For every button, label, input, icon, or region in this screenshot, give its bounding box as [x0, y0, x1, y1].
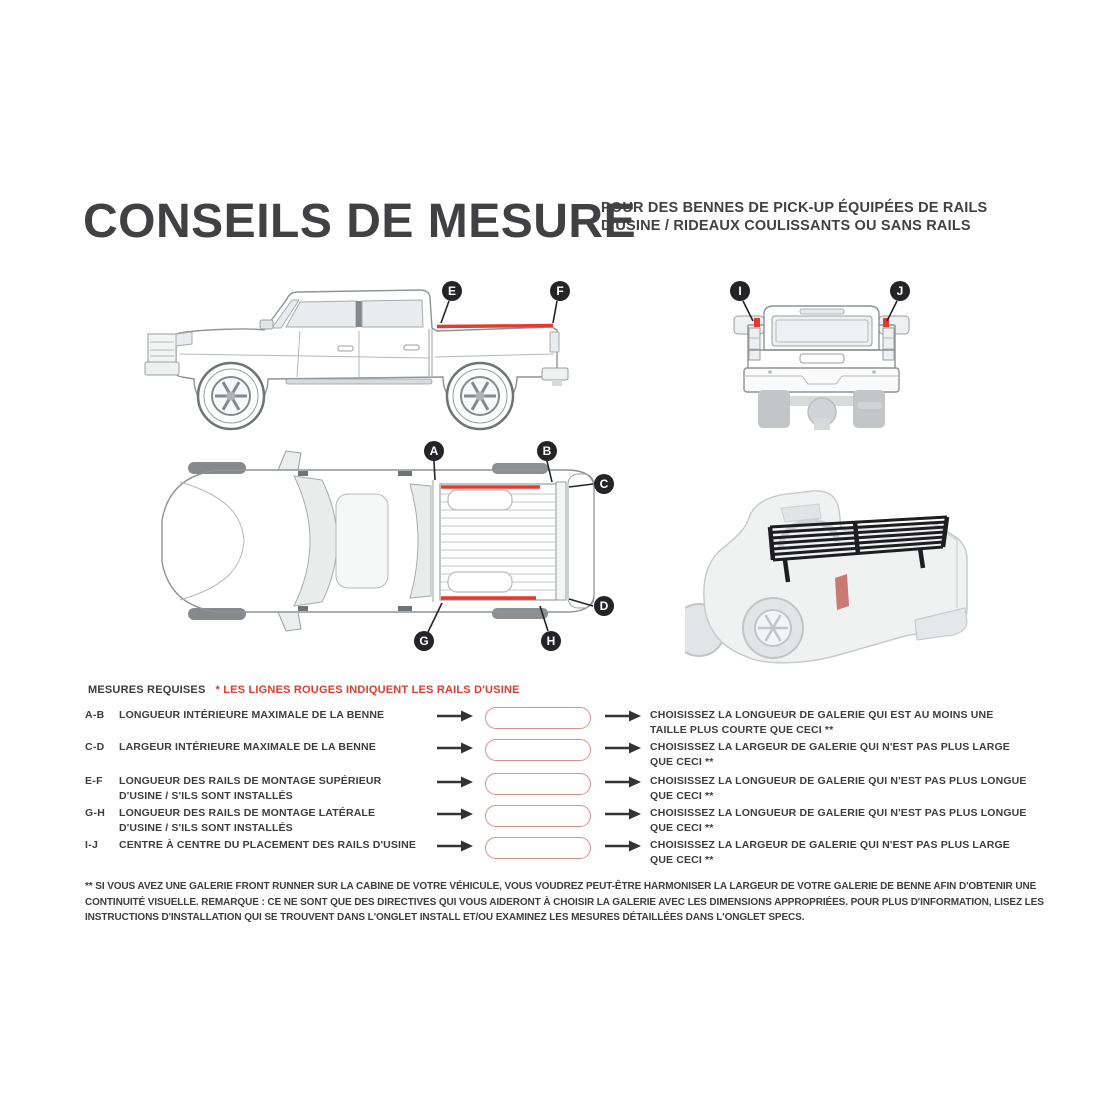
front-wheel — [198, 363, 264, 429]
arrow-right-icon — [605, 840, 641, 852]
description-line-1: LONGUEUR INTÉRIEURE MAXIMALE DE LA BENNE — [119, 709, 385, 721]
svg-text:I: I — [738, 284, 742, 299]
rack-choice-instruction — [650, 838, 1010, 868]
svg-text:F: F — [556, 284, 564, 299]
measure-description — [119, 838, 437, 853]
measure-id: E-F — [85, 775, 103, 787]
svg-text:G: G — [419, 634, 429, 649]
arrow-right-icon — [437, 808, 473, 820]
marker-a — [424, 441, 444, 461]
marker-j — [890, 281, 910, 301]
description-line-2: D'USINE / S'ILS SONT INSTALLÉS — [119, 822, 293, 834]
rack-choice-instruction — [650, 708, 993, 738]
marker-f — [550, 281, 570, 301]
subtitle-line-1: POUR DES BENNES DE PICK-UP ÉQUIPÉES DE RAILS — [601, 200, 988, 216]
arrow-right-icon — [437, 840, 473, 852]
measure-description — [119, 708, 437, 723]
svg-text:H: H — [546, 634, 556, 649]
measure-id: C-D — [85, 741, 105, 753]
measure-description — [119, 740, 437, 755]
factory-rail-line-side — [437, 326, 553, 327]
measurement-input-pill[interactable] — [485, 707, 591, 729]
truck-side-view-diagram — [140, 272, 610, 434]
instruction-line-1: CHOISISSEZ LA LARGEUR DE GALERIE QUI N'EST PAS PLUS LARGE — [650, 741, 1010, 753]
measurement-input-pill[interactable] — [485, 805, 591, 827]
factory-rail-mark-left — [754, 318, 760, 327]
rack-choice-instruction — [650, 806, 1027, 836]
arrow-right-icon — [437, 776, 473, 788]
arrow-right-icon — [437, 742, 473, 754]
table-row — [85, 806, 1065, 836]
legend-label: MESURES REQUISES — [88, 684, 206, 696]
svg-text:C: C — [599, 477, 609, 492]
footnote-line-2: CONTINUITÉ VISUELLE. REMARQUE : CE NE SONT QUE DES DIRECTIVES QUI VOUS AIDERONT À CHOISIR LA GALERIE AVEC LES DIMENSIONS APPROPRIÉES. POUR PLUS D'INFORMATION, LISEZ LES — [85, 896, 1044, 908]
svg-text:A: A — [429, 444, 439, 459]
subtitle-line-2: D'USINE / RIDEAUX COULISSANTS OU SANS RAILS — [601, 218, 971, 234]
instruction-line-1: CHOISISSEZ LA LONGUEUR DE GALERIE QUI N'EST PAS PLUS LONGUE — [650, 775, 1027, 787]
arrow-right-icon — [605, 710, 641, 722]
instruction-line-2: TAILLE PLUS COURTE QUE CECI ** — [650, 724, 834, 736]
page-title: CONSEILS DE MESURE — [83, 195, 637, 248]
measure-id: I-J — [85, 839, 99, 851]
marker-d — [594, 596, 614, 616]
page-subtitle — [601, 199, 991, 235]
arrow-right-icon — [605, 742, 641, 754]
truck-rear-view-diagram — [712, 272, 947, 434]
truck-bed-rack-3d-diagram — [685, 460, 970, 680]
measure-id: G-H — [85, 807, 106, 819]
arrow-right-icon — [605, 808, 641, 820]
marker-g — [414, 631, 434, 651]
rack-choice-instruction — [650, 740, 1010, 770]
svg-text:D: D — [599, 599, 609, 614]
table-row — [85, 774, 1065, 804]
arrow-right-icon — [437, 710, 473, 722]
description-line-2: D'USINE / S'ILS SONT INSTALLÉS — [119, 790, 293, 802]
instruction-line-2: QUE CECI ** — [650, 822, 714, 834]
measurement-input-pill[interactable] — [485, 773, 591, 795]
table-row — [85, 838, 1065, 868]
svg-text:B: B — [542, 444, 552, 459]
table-row — [85, 740, 1065, 770]
marker-h — [541, 631, 561, 651]
legend — [88, 684, 520, 696]
footnote-line-1: ** SI VOUS AVEZ UNE GALERIE FRONT RUNNER SUR LA CABINE DE VOTRE VÉHICULE, VOUS VOUDREZ PEUT-ÊTRE HARMONISER LA LARGEUR DE VOTRE GALERIE DE BENNE AFIN D'OBTENIR UNE — [85, 881, 1037, 892]
marker-b — [537, 441, 557, 461]
table-row — [85, 708, 1065, 738]
measure-description — [119, 806, 437, 836]
rack-choice-instruction — [650, 774, 1027, 804]
footnote-line-3: INSTRUCTIONS D'INSTALLATION QUI SE TROUVENT DANS L'ONGLET INSTALL ET/OU EXAMINEZ LES MESURES DÉTAILLÉES DANS L'ONGLET SPECS. — [85, 912, 805, 923]
svg-text:E: E — [447, 284, 457, 299]
svg-text:J: J — [896, 284, 904, 299]
instruction-line-1: CHOISISSEZ LA LARGEUR DE GALERIE QUI N'EST PAS PLUS LARGE — [650, 839, 1010, 851]
instruction-line-2: QUE CECI ** — [650, 790, 714, 802]
measurement-table — [85, 708, 1065, 878]
measurement-input-pill[interactable] — [485, 837, 591, 859]
instruction-line-2: QUE CECI ** — [650, 854, 714, 866]
marker-i — [730, 281, 750, 301]
rear-wheel — [447, 363, 513, 429]
arrow-right-icon — [605, 776, 641, 788]
instruction-line-1: CHOISISSEZ LA LONGUEUR DE GALERIE QUI N'EST PAS PLUS LONGUE — [650, 807, 1027, 819]
description-line-1: LARGEUR INTÉRIEURE MAXIMALE DE LA BENNE — [119, 741, 376, 753]
measure-description — [119, 774, 437, 804]
legend-red-note: * LES LIGNES ROUGES INDIQUENT LES RAILS D'USINE — [215, 684, 520, 696]
marker-c — [594, 474, 614, 494]
measurement-input-pill[interactable] — [485, 739, 591, 761]
footnote — [85, 879, 1075, 926]
description-line-1: LONGUEUR DES RAILS DE MONTAGE SUPÉRIEUR — [119, 775, 382, 787]
description-line-1: CENTRE À CENTRE DU PLACEMENT DES RAILS D'USINE — [119, 839, 416, 851]
instruction-line-2: QUE CECI ** — [650, 756, 714, 768]
measure-id: A-B — [85, 709, 105, 721]
description-line-1: LONGUEUR DES RAILS DE MONTAGE LATÉRALE — [119, 807, 376, 819]
instruction-line-1: CHOISISSEZ LA LONGUEUR DE GALERIE QUI EST AU MOINS UNE — [650, 709, 994, 721]
marker-e — [442, 281, 462, 301]
truck-top-view-diagram — [148, 440, 628, 655]
